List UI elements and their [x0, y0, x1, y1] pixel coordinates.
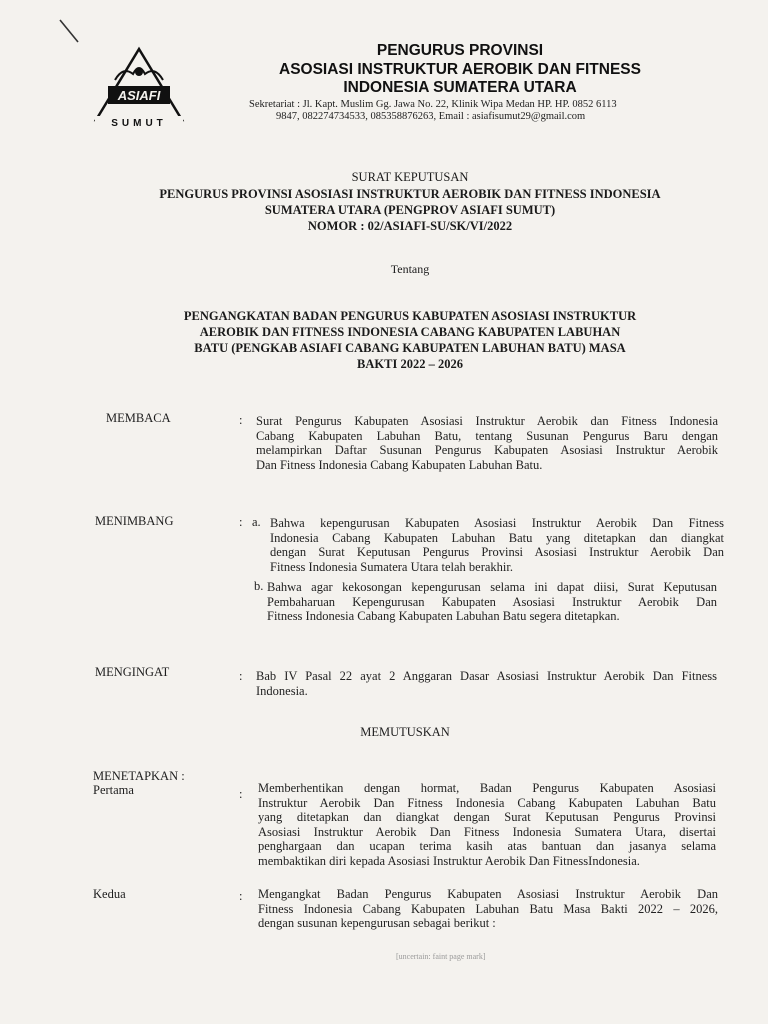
pertama-line: yang ditetapkan dan diangkat dengan Surat Keputusan Pengurus Provinsi [258, 810, 716, 824]
kedua-line: Fitness Indonesia Cabang Kabupaten Labuhan Batu Masa Bakti 2022 – 2026, [258, 901, 718, 916]
tentang-label: Tentang [390, 262, 430, 276]
org-name-line2: ASOSIASI INSTRUKTUR AEROBIK DAN FITNESS [279, 61, 641, 78]
kedua-line: dengan susunan kepengurusan sebagai berikut : [258, 916, 496, 930]
subject-line4: BAKTI 2022 – 2026 [357, 357, 463, 371]
mengingat-label: MENGINGAT [95, 665, 170, 679]
logo-caption: SUMUT [111, 118, 167, 128]
membaca-label: MEMBACA [106, 411, 171, 425]
menimbang-a-line: Fitness Indonesia Sumatera Utara telah berakhir. [270, 559, 513, 574]
membaca-colon: : [239, 413, 243, 427]
pertama-line: Instruktur Aerobik Dan Fitness Indonesia Cabang Kabupaten Labuhan Batu [258, 795, 716, 810]
decree-title-line2: PENGURUS PROVINSI ASOSIASI INSTRUKTUR AEROBIK DAN FITNESS INDONESIA [159, 187, 661, 201]
kedua-line: Mengangkat Badan Pengurus Kabupaten Asosiasi Instruktur Aerobik Dan [258, 887, 718, 901]
kedua-colon: : [239, 889, 243, 903]
asiafi-logo-icon [93, 46, 185, 128]
menimbang-b-text [267, 580, 717, 624]
menimbang-b-marker: b. [254, 579, 264, 593]
decree-title: SURAT KEPUTUSAN [351, 170, 469, 184]
address-line2: 9847, 082274734533, 085358876263, Email : asiafisumut29@gmail.com [276, 111, 586, 122]
menimbang-label: MENIMBANG [95, 514, 174, 528]
menimbang-a-line: Bahwa kepengurusan Kabupaten Asosiasi Instruktur Aerobik Dan Fitness [270, 516, 724, 530]
membaca-line: Dan Fitness Indonesia Cabang Kabupaten Labuhan Batu. [256, 457, 543, 472]
pertama-line: Asosiasi Instruktur Aerobik Dan Fitness Indonesia Sumatera Utara, disertai [258, 824, 716, 839]
menimbang-b-line: Fitness Indonesia Cabang Kabupaten Labuhan Batu segera ditetapkan. [267, 609, 620, 623]
menimbang-a-text [270, 516, 724, 574]
subject-line2: AEROBIK DAN FITNESS INDONESIA CABANG KABUPATEN LABUHAN [199, 325, 621, 339]
menimbang-a-line: Indonesia Cabang Kabupaten Labuhan Batu yang ditetapkan dan diangkat [270, 530, 724, 545]
membaca-text [256, 414, 718, 472]
memutuskan-heading: MEMUTUSKAN [360, 725, 450, 739]
menimbang-a-line: dengan Surat Keputusan Pengurus Provinsi Asosiasi Instruktur Aerobik Dan [270, 545, 724, 559]
menetapkan-label: MENETAPKAN : [93, 769, 185, 783]
decree-number: NOMOR : 02/ASIAFI-SU/SK/VI/2022 [307, 219, 513, 233]
kedua-text [258, 887, 718, 931]
faint-page-mark: [uncertain: faint page mark] [396, 952, 486, 961]
pertama-line: penghargaan dan ucapan terima kasih atas bantuan dan jasanya selama [258, 839, 716, 853]
membaca-line: Cabang Kabupaten Labuhan Batu, tentang Susunan Pengurus Baru dengan [256, 428, 718, 443]
subject-line1: PENGANGKATAN BADAN PENGURUS KABUPATEN ASOSIASI INSTRUKTUR [183, 309, 637, 323]
address-line1: Sekretariat : Jl. Kapt. Muslim Gg. Jawa No. 22, Klinik Wipa Medan HP. HP. 0852 6113 [249, 99, 617, 110]
subject-line3: BATU (PENGKAB ASIAFI CABANG KABUPATEN LABUHAN BATU) MASA [194, 341, 626, 355]
pen-mark [58, 18, 80, 44]
membaca-line: melampirkan Daftar Susunan Pengurus Kabupaten Asosiasi Instruktur Aerobik [256, 443, 718, 457]
org-name-line1: PENGURUS PROVINSI [376, 42, 544, 59]
mengingat-colon: : [239, 669, 243, 683]
pertama-label: Pertama [93, 783, 134, 797]
mengingat-text [256, 669, 717, 698]
membaca-line: Surat Pengurus Kabupaten Asosiasi Instruktur Aerobik dan Fitness Indonesia [256, 414, 718, 428]
menimbang-b-line: Bahwa agar kekosongan kepengurusan selama ini dapat diisi, Surat Keputusan [267, 580, 717, 594]
pertama-line: membaktikan diri kepada Asosiasi Instruktur Aerobik Dan FitnessIndonesia. [258, 853, 640, 868]
menimbang-b-line: Pembaharuan Kepengurusan Kabupaten Asosiasi Instruktur Aerobik Dan [267, 594, 717, 609]
decree-title-line3: SUMATERA UTARA (PENGPROV ASIAFI SUMUT) [264, 203, 556, 217]
logo-wordmark: ASIAFI [117, 88, 161, 103]
pertama-colon: : [239, 787, 243, 801]
pertama-text [258, 781, 716, 868]
pertama-line: Memberhentikan dengan hormat, Badan Pengurus Kabupaten Asosiasi [258, 781, 716, 795]
mengingat-line: Indonesia. [256, 683, 308, 698]
menimbang-a-marker: a. [252, 515, 261, 529]
kedua-label: Kedua [93, 887, 126, 901]
org-name-line3: INDONESIA SUMATERA UTARA [343, 79, 577, 96]
menimbang-colon: : [239, 515, 243, 529]
mengingat-line: Bab IV Pasal 22 ayat 2 Anggaran Dasar Asosiasi Instruktur Aerobik Dan Fitness [256, 669, 717, 683]
